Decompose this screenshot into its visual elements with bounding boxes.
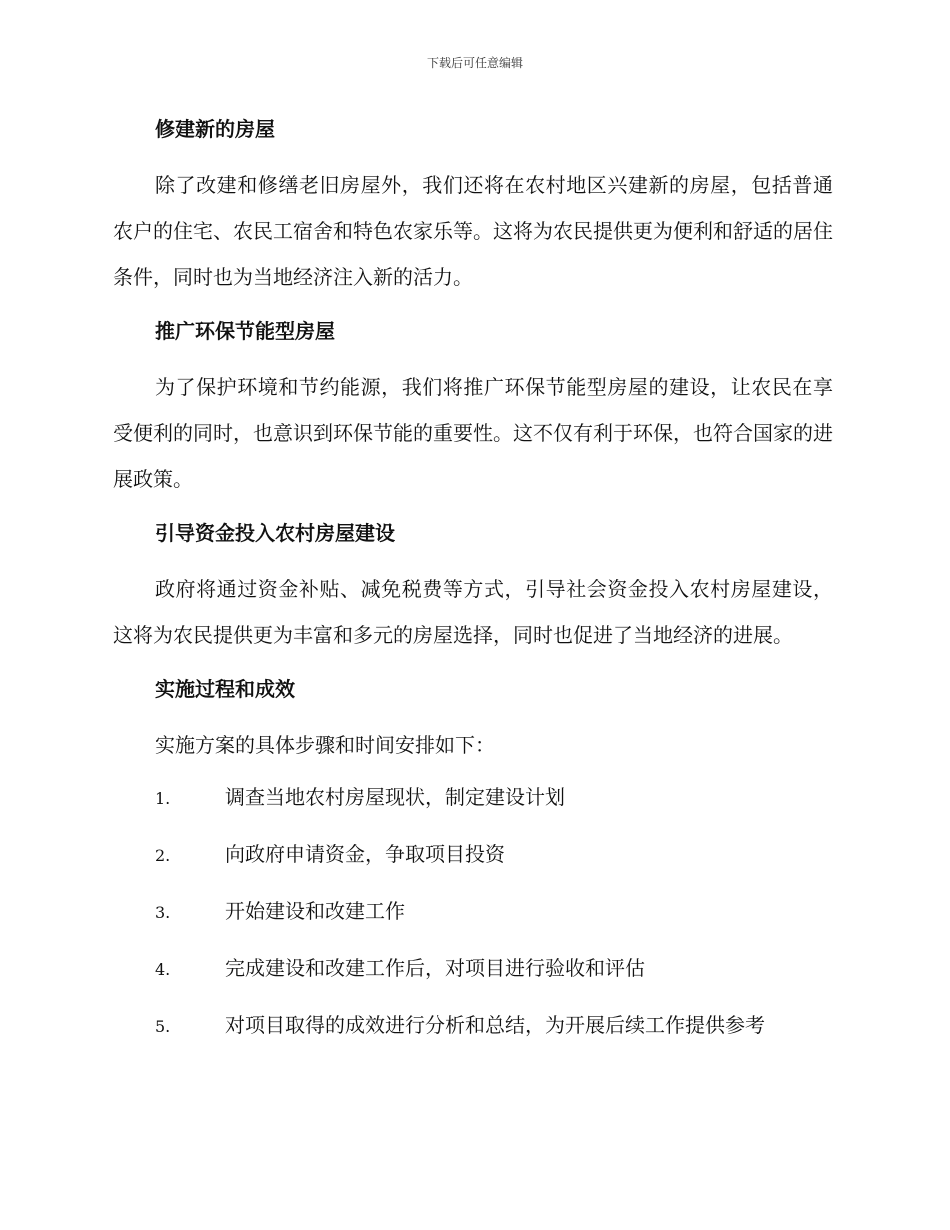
- list-item: [113, 951, 833, 1008]
- section-paragraph-new-houses: 除了改建和修缮老旧房屋外，我们还将在农村地区兴建新的房屋，包括普通农户的住宅、农民工宿舍和特色农家乐等。这将为农民提供更为便利和舒适的居住条件，同时也为当地经济注入新的活力。: [113, 173, 833, 289]
- page-header-note: 下载后可任意编辑: [426, 56, 523, 70]
- step-number: 4.: [155, 960, 171, 979]
- document-body: [113, 110, 833, 1065]
- step-number: 5.: [155, 1017, 171, 1036]
- section-heading-implementation: 实施过程和成效: [155, 677, 295, 701]
- implementation-steps-list: [113, 780, 833, 1065]
- section-paragraph-funding: 政府将通过资金补贴、减免税费等方式，引导社会资金投入农村房屋建设，这将为农民提供更为丰富和多元的房屋选择，同时也促进了当地经济的进展。: [113, 577, 833, 647]
- section-heading-new-houses: 修建新的房屋: [155, 117, 275, 141]
- list-item: [113, 1008, 833, 1065]
- step-text: 向政府申请资金，争取项目投资: [225, 842, 505, 866]
- section-paragraph-implementation: 实施方案的具体步骤和时间安排如下：: [155, 733, 495, 757]
- list-item: [113, 780, 833, 837]
- section-paragraph-eco-houses: 为了保护环境和节约能源，我们将推广环保节能型房屋的建设，让农民在享受便利的同时，也意识到环保节能的重要性。这不仅有利于环保，也符合国家的进展政策。: [113, 375, 833, 491]
- list-item: [113, 837, 833, 894]
- list-item: [113, 894, 833, 951]
- step-text: 调查当地农村房屋现状，制定建设计划: [225, 785, 565, 809]
- section-heading-funding: 引导资金投入农村房屋建设: [155, 521, 395, 545]
- step-text: 完成建设和改建工作后，对项目进行验收和评估: [225, 956, 645, 980]
- step-number: 2.: [155, 846, 171, 865]
- step-text: 对项目取得的成效进行分析和总结，为开展后续工作提供参考: [225, 1013, 765, 1037]
- step-number: 1.: [155, 789, 171, 808]
- step-text: 开始建设和改建工作: [225, 899, 405, 923]
- section-heading-eco-houses: 推广环保节能型房屋: [155, 319, 335, 343]
- step-number: 3.: [155, 903, 171, 922]
